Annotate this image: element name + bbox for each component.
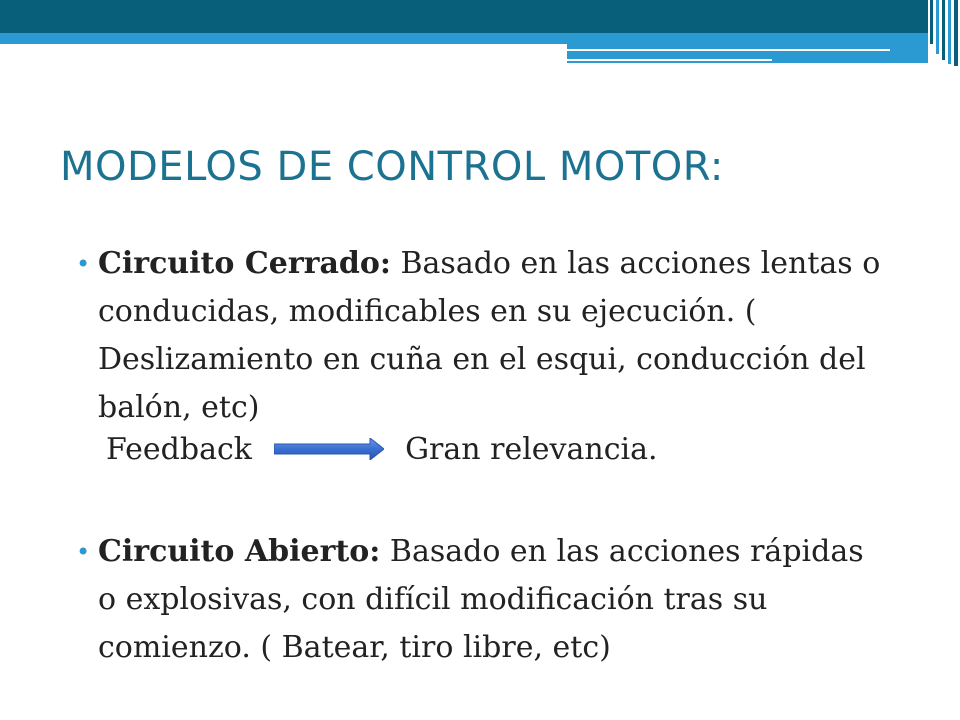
bullet-item [76,528,886,672]
header-stripe [948,0,951,64]
header-bar-dark [0,0,928,33]
bullet-list [76,240,886,432]
header-accent-line [567,49,890,51]
bullet-term: Circuito Cerrado: [98,246,391,281]
header-bar-light [0,33,928,44]
bullet-icon: • [76,250,91,278]
header-stripe [936,0,939,54]
header-stripe [930,0,933,44]
bullet-term: Circuito Abierto: [98,534,381,569]
feedback-result: Gran relevancia. [405,432,658,467]
bullet-text: Basado en las acciones lentas o conducidas, modificables en su ejecución. ( Deslizamiento en cuña en el esqui, conducción del balón, etc) [98,246,881,425]
feedback-label: Feedback [106,432,252,467]
feedback-row [106,426,658,474]
header-accent-line [567,59,772,61]
right-arrow-icon [274,438,384,460]
bullet-list [76,528,886,672]
slide-title: MODELOS DE CONTROL MOTOR: [60,144,724,190]
bullet-text: Basado en las acciones rápidas o explosivas, con difícil modificación tras su comienzo. ( Batear, tiro libre, etc) [98,534,864,665]
bullet-icon: • [76,538,91,566]
header-stripe [942,0,945,60]
header-stripe [954,0,958,66]
bullet-item [76,240,886,432]
